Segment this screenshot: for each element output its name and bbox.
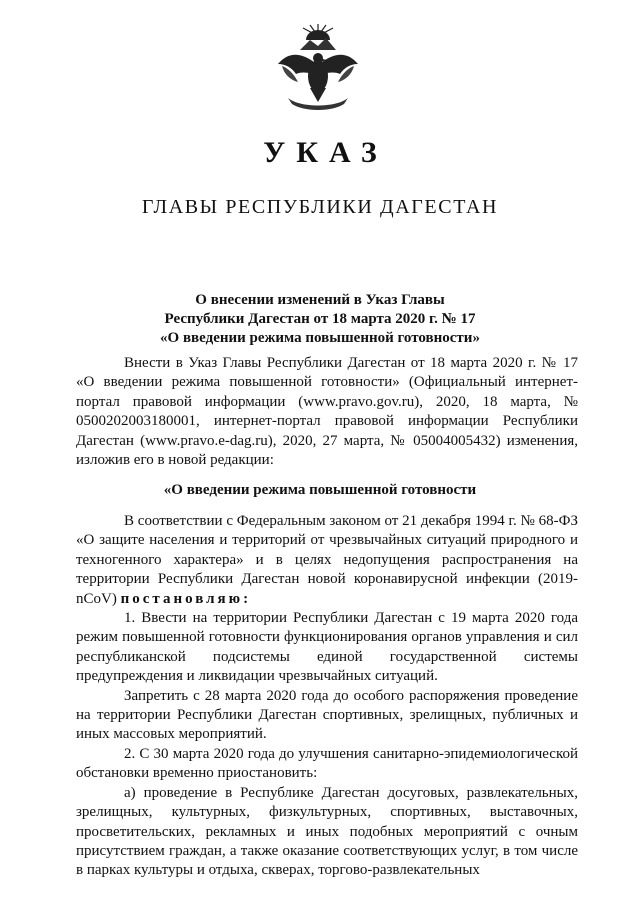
- preamble-text: В соответствии с Федеральным законом от 21 декабря 1994 г. № 68-ФЗ «О защите населения и территорий от чрезвычайных ситуаций природного и техногенного характера» и в целях недопущения распространения на территории Республики Дагестан новой коронавирусной инфекции (2019-nCoV): [76, 513, 578, 607]
- intro-paragraph: [76, 354, 578, 470]
- section-title: «О введении режима повышенной готовности: [163, 482, 477, 498]
- subject-line: Республики Дагестан от 18 марта 2020 г. № 17: [164, 311, 476, 327]
- intro-text: Внести в Указ Главы Республики Дагестан от 18 марта 2020 г. № 17 «О введении режима повышенной готовности» (Официальный интернет-портал правовой информации (www.pravo.gov.ru), 2020, 18 марта, № 0500202003180001, интернет-портал правовой информации Республики Дагестан (www.pravo.e-dag.ru), 2020, 27 марта, № 05004005432) изменения, изложив его в новой редакции:: [76, 355, 578, 469]
- subject-line: «О введении режима повышенной готовности»: [160, 330, 480, 346]
- eagle-emblem-icon: [270, 22, 366, 112]
- decree-subject: [100, 291, 540, 348]
- decree-body: [76, 512, 578, 881]
- item-2-paragraph: [76, 745, 578, 784]
- decree-word: постановляю:: [120, 590, 252, 607]
- document-title: УКАЗ: [263, 136, 388, 169]
- item-1-paragraph: [76, 609, 578, 687]
- ban-paragraph: [76, 687, 578, 745]
- item-2a-text: а) проведение в Республике Дагестан досуговых, развлекательных, зрелищных, культурных, физкультурных, спортивных, выставочных, просветительских, рекламных и иных подобных мероприятий с очным присутствием граждан, а также оказание соответствующих услуг, в том числе в парках культуры и отдыха, скверах, торгово-развлекательных: [76, 784, 578, 879]
- issuer-heading: ГЛАВЫ РЕСПУБЛИКИ ДАГЕСТАН: [141, 196, 499, 218]
- item-1-text: 1. Ввести на территории Республики Дагестан с 19 марта 2020 года режим повышенной готовности функционирования органов управления и сил республиканской подсистемы единой государственной системы предупреждения и ликвидации чрезвычайных ситуаций.: [76, 610, 578, 685]
- item-2a-paragraph: [76, 784, 578, 881]
- ban-text: Запретить с 28 марта 2020 года до особого распоряжения проведение на территории Республики Дагестан спортивных, зрелищных, публичных и иных массовых мероприятий.: [76, 687, 578, 743]
- coat-of-arms-emblem: [270, 22, 366, 112]
- subject-line: О внесении изменений в Указ Главы: [195, 292, 445, 308]
- preamble-paragraph: [76, 512, 578, 609]
- item-2-text: 2. С 30 марта 2020 года до улучшения санитарно-эпидемиологической обстановки временно приостановить:: [76, 745, 578, 782]
